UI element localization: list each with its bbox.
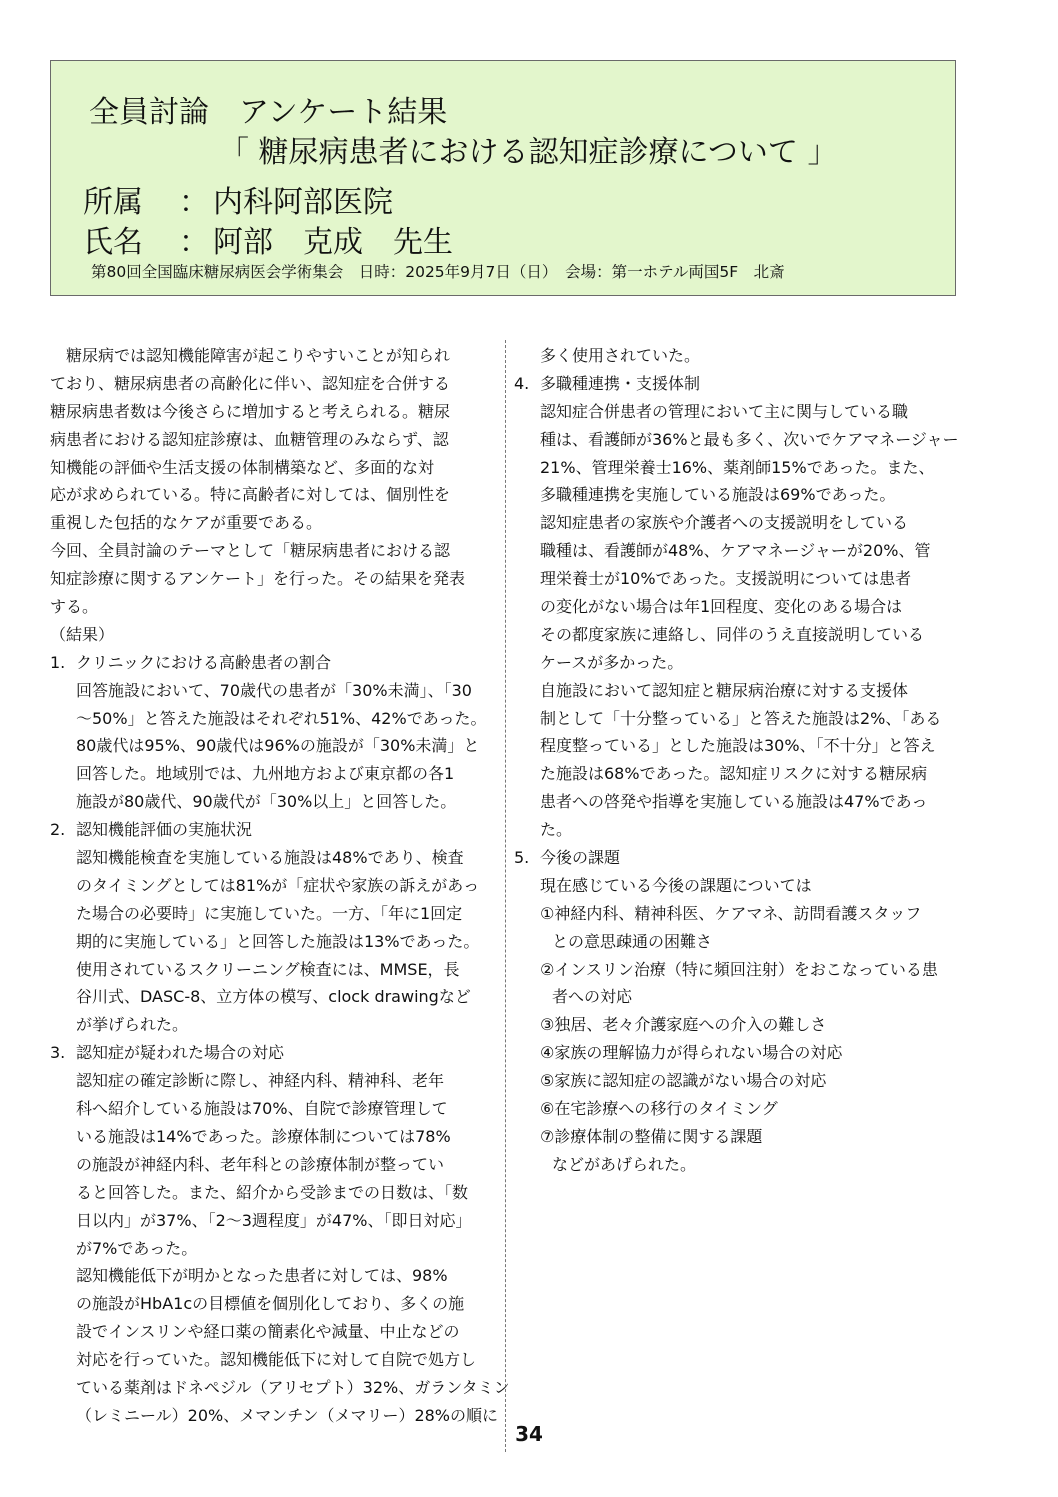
section-title: 今後の課題	[540, 848, 621, 868]
section-5-intro: 現在感じている今後の課題については	[540, 875, 812, 895]
intro-line: 今回、全員討論のテーマとして「糖尿病患者における認	[50, 541, 451, 561]
section-2-line: 認知機能検査を実施している施設は48%であり、検査	[76, 848, 464, 868]
section-1-line: 回答した。地域別では、九州地方および東京都の各1	[76, 764, 455, 784]
section-3-line: （レミニール）20%、メマンチン（メマリー）28%の順に	[76, 1405, 499, 1425]
section-heading-5	[514, 844, 964, 872]
section-heading-4	[514, 370, 964, 398]
section-heading-3	[50, 1039, 500, 1067]
issue-item: ⑤家族に認知症の認識がない場合の対応	[540, 1071, 827, 1091]
section-3-line: いる施設は14%であった。診療体制については78%	[76, 1126, 451, 1146]
section-heading-1	[50, 649, 500, 677]
page-number: 34	[515, 1422, 543, 1446]
intro-line: 応が求められている。特に高齢者に対しては、個別性を	[50, 485, 451, 505]
section-3-line: ると回答した。また、紹介から受診までの日数は、「数	[76, 1182, 469, 1202]
affiliation-separator: ：	[179, 185, 209, 220]
column-divider	[505, 340, 506, 1452]
section-number: 1.	[50, 652, 66, 672]
section-2-line: のタイミングとしては81%が「症状や家族の訴えがあっ	[76, 875, 480, 895]
section-4-line: 制として「十分整っている」と答えた施設は2%、「ある	[540, 708, 942, 728]
issue-item-continuation: 者への対応	[552, 987, 633, 1007]
issue-item-continuation: との意思疎通の困難さ	[552, 931, 713, 951]
section-4-line: の変化がない場合は年1回程度、変化のある場合は	[540, 597, 903, 617]
section-title: 認知機能評価の実施状況	[76, 820, 253, 840]
section-number: 4.	[514, 373, 530, 393]
affiliation-row	[83, 177, 393, 221]
meeting-info: 第80回全国臨床糖尿病医会学術集会 日時：2025年9月7日（日） 会場：第一ホテル両国5F 北斎	[91, 263, 785, 281]
name-value: 阿部 克成 先生	[213, 225, 453, 260]
section-4-line: 認知症患者の家族や介護者への支援説明をしている	[540, 513, 909, 533]
intro-line: 知機能の評価や生活支援の体制構築など、多面的な対	[50, 457, 435, 477]
intro-line: 糖尿病では認知機能障害が起こりやすいことが知られ	[50, 346, 451, 365]
section-2-line: 期的に実施している」と回答した施設は13%であった。	[76, 931, 480, 951]
section-2-line: た場合の必要時」に実施していた。一方、「年に1回定	[76, 903, 463, 923]
section-number: 3.	[50, 1043, 66, 1063]
intro-line: 糖尿病患者数は今後さらに増加すると考えられる。糖尿	[50, 401, 451, 421]
name-label: 氏名	[83, 225, 143, 260]
name-row	[83, 217, 453, 261]
header-box	[50, 60, 956, 296]
section-4-line: 患者への啓発や指導を実施している施設は47%であっ	[540, 792, 928, 812]
intro-line: 重視した包括的なケアが重要である。	[50, 513, 323, 533]
section-3-line: 設でインスリンや経口薬の簡素化や減量、中止などの	[76, 1322, 460, 1342]
section-title: クリニックにおける高齢患者の割合	[76, 652, 332, 672]
section-4-line: 認知症合併患者の管理において主に関与している職	[540, 401, 909, 421]
issue-item: ②インスリン治療（特に頻回注射）をおこなっている患	[540, 959, 938, 979]
section-3-line: 科へ紹介している施設は70%、自院で診療管理して	[76, 1099, 448, 1119]
session-subtitle: 「 糖尿病患者における認知症診療について 」	[219, 135, 838, 170]
section-1-line: ～50%」と答えた施設はそれぞれ51%、42%であった。	[76, 708, 487, 728]
section-4-line: 自施設において認知症と糖尿病治療に対する支援体	[540, 680, 909, 700]
section-3-line: の施設が神経内科、老年科との診療体制が整ってい	[76, 1154, 445, 1174]
intro-line: する。	[50, 597, 99, 617]
section-1-line: 施設が80歳代、90歳代が「30%以上」と回答した。	[76, 792, 457, 812]
section-4-line: 21%、管理栄養士16%、薬剤師15%であった。また、	[540, 457, 935, 477]
section-heading-2	[50, 816, 500, 844]
intro-line: 病患者における認知症診療は、血糖管理のみならず、認	[50, 429, 449, 449]
affiliation-value: 内科阿部医院	[213, 185, 393, 220]
right-column	[514, 342, 964, 1179]
section-4-line: その都度家族に連絡し、同伴のうえ直接説明している	[540, 624, 925, 644]
section-4-line: 程度整っている」とした施設は30%、「不十分」と答え	[540, 736, 936, 756]
section-3-line: の施設がHbA1cの目標値を個別化しており、多くの施	[76, 1294, 465, 1314]
intro-line: ており、糖尿病患者の高齢化に伴い、認知症を合併する	[50, 373, 451, 393]
section-4-line: た。	[540, 820, 573, 840]
affiliation-label: 所属	[83, 185, 143, 220]
issue-item: ⑥在宅診療への移行のタイミング	[540, 1099, 778, 1119]
issue-item: ③独居、老々介護家庭への介入の難しさ	[540, 1015, 827, 1035]
section-3-continuation: 多く使用されていた。	[540, 346, 701, 365]
section-title: 多職種連携・支援体制	[540, 373, 701, 393]
section-2-line: が挙げられた。	[76, 1015, 189, 1035]
section-1-line: 回答施設において、70歳代の患者が「30%未満」、「30	[76, 680, 472, 700]
section-3-line: 認知症の確定診断に際し、神経内科、精神科、老年	[76, 1071, 445, 1091]
section-3-line: ている薬剤はドネペジル（アリセプト）32%、ガランタミン	[76, 1377, 510, 1397]
section-2-line: 使用されているスクリーニング検査には、MMSE，長	[76, 959, 460, 979]
issue-item: ④家族の理解協力が得られない場合の対応	[540, 1043, 843, 1063]
issues-closing: などがあげられた。	[552, 1154, 697, 1174]
section-4-line: 職種は、看護師が48%、ケアマネージャーが20%、管	[540, 541, 931, 561]
section-title: 認知症が疑われた場合の対応	[76, 1043, 285, 1063]
section-1-line: 80歳代は95%、90歳代は96%の施設が「30%未満」と	[76, 736, 480, 756]
intro-line: 知症診療に関するアンケート」を行った。その結果を発表	[50, 569, 466, 589]
section-4-line: 種は、看護師が36%と最も多く、次いでケアマネージャー	[540, 429, 959, 449]
section-number: 5.	[514, 848, 530, 868]
left-column	[50, 342, 510, 1430]
name-separator: ：	[179, 225, 209, 260]
section-3-line: 対応を行っていた。認知機能低下に対して自院で処方し	[76, 1350, 477, 1370]
section-3-line: が7%であった。	[76, 1238, 198, 1258]
section-2-line: 谷川式、DASC-8、立方体の模写、clock drawingなど	[76, 987, 471, 1007]
session-title: 全員討論 アンケート結果	[89, 95, 448, 130]
section-number: 2.	[50, 820, 66, 840]
section-3-line: 日以内」が37%、「2～3週程度」が47%、「即日対応」	[76, 1210, 472, 1230]
section-4-line: 理栄養士が10%であった。支援説明については患者	[540, 569, 912, 589]
section-4-line: た施設は68%であった。認知症リスクに対する糖尿病	[540, 764, 928, 784]
section-4-line: 多職種連携を実施している施設は69%であった。	[540, 485, 896, 505]
section-4-line: ケースが多かった。	[540, 652, 684, 672]
issue-item: ①神経内科、精神科医、ケアマネ、訪問看護スタッフ	[540, 903, 922, 923]
issue-item: ⑦診療体制の整備に関する課題	[540, 1126, 763, 1146]
results-label: （結果）	[50, 624, 115, 644]
section-3-line: 認知機能低下が明かとなった患者に対しては、98%	[76, 1266, 448, 1286]
